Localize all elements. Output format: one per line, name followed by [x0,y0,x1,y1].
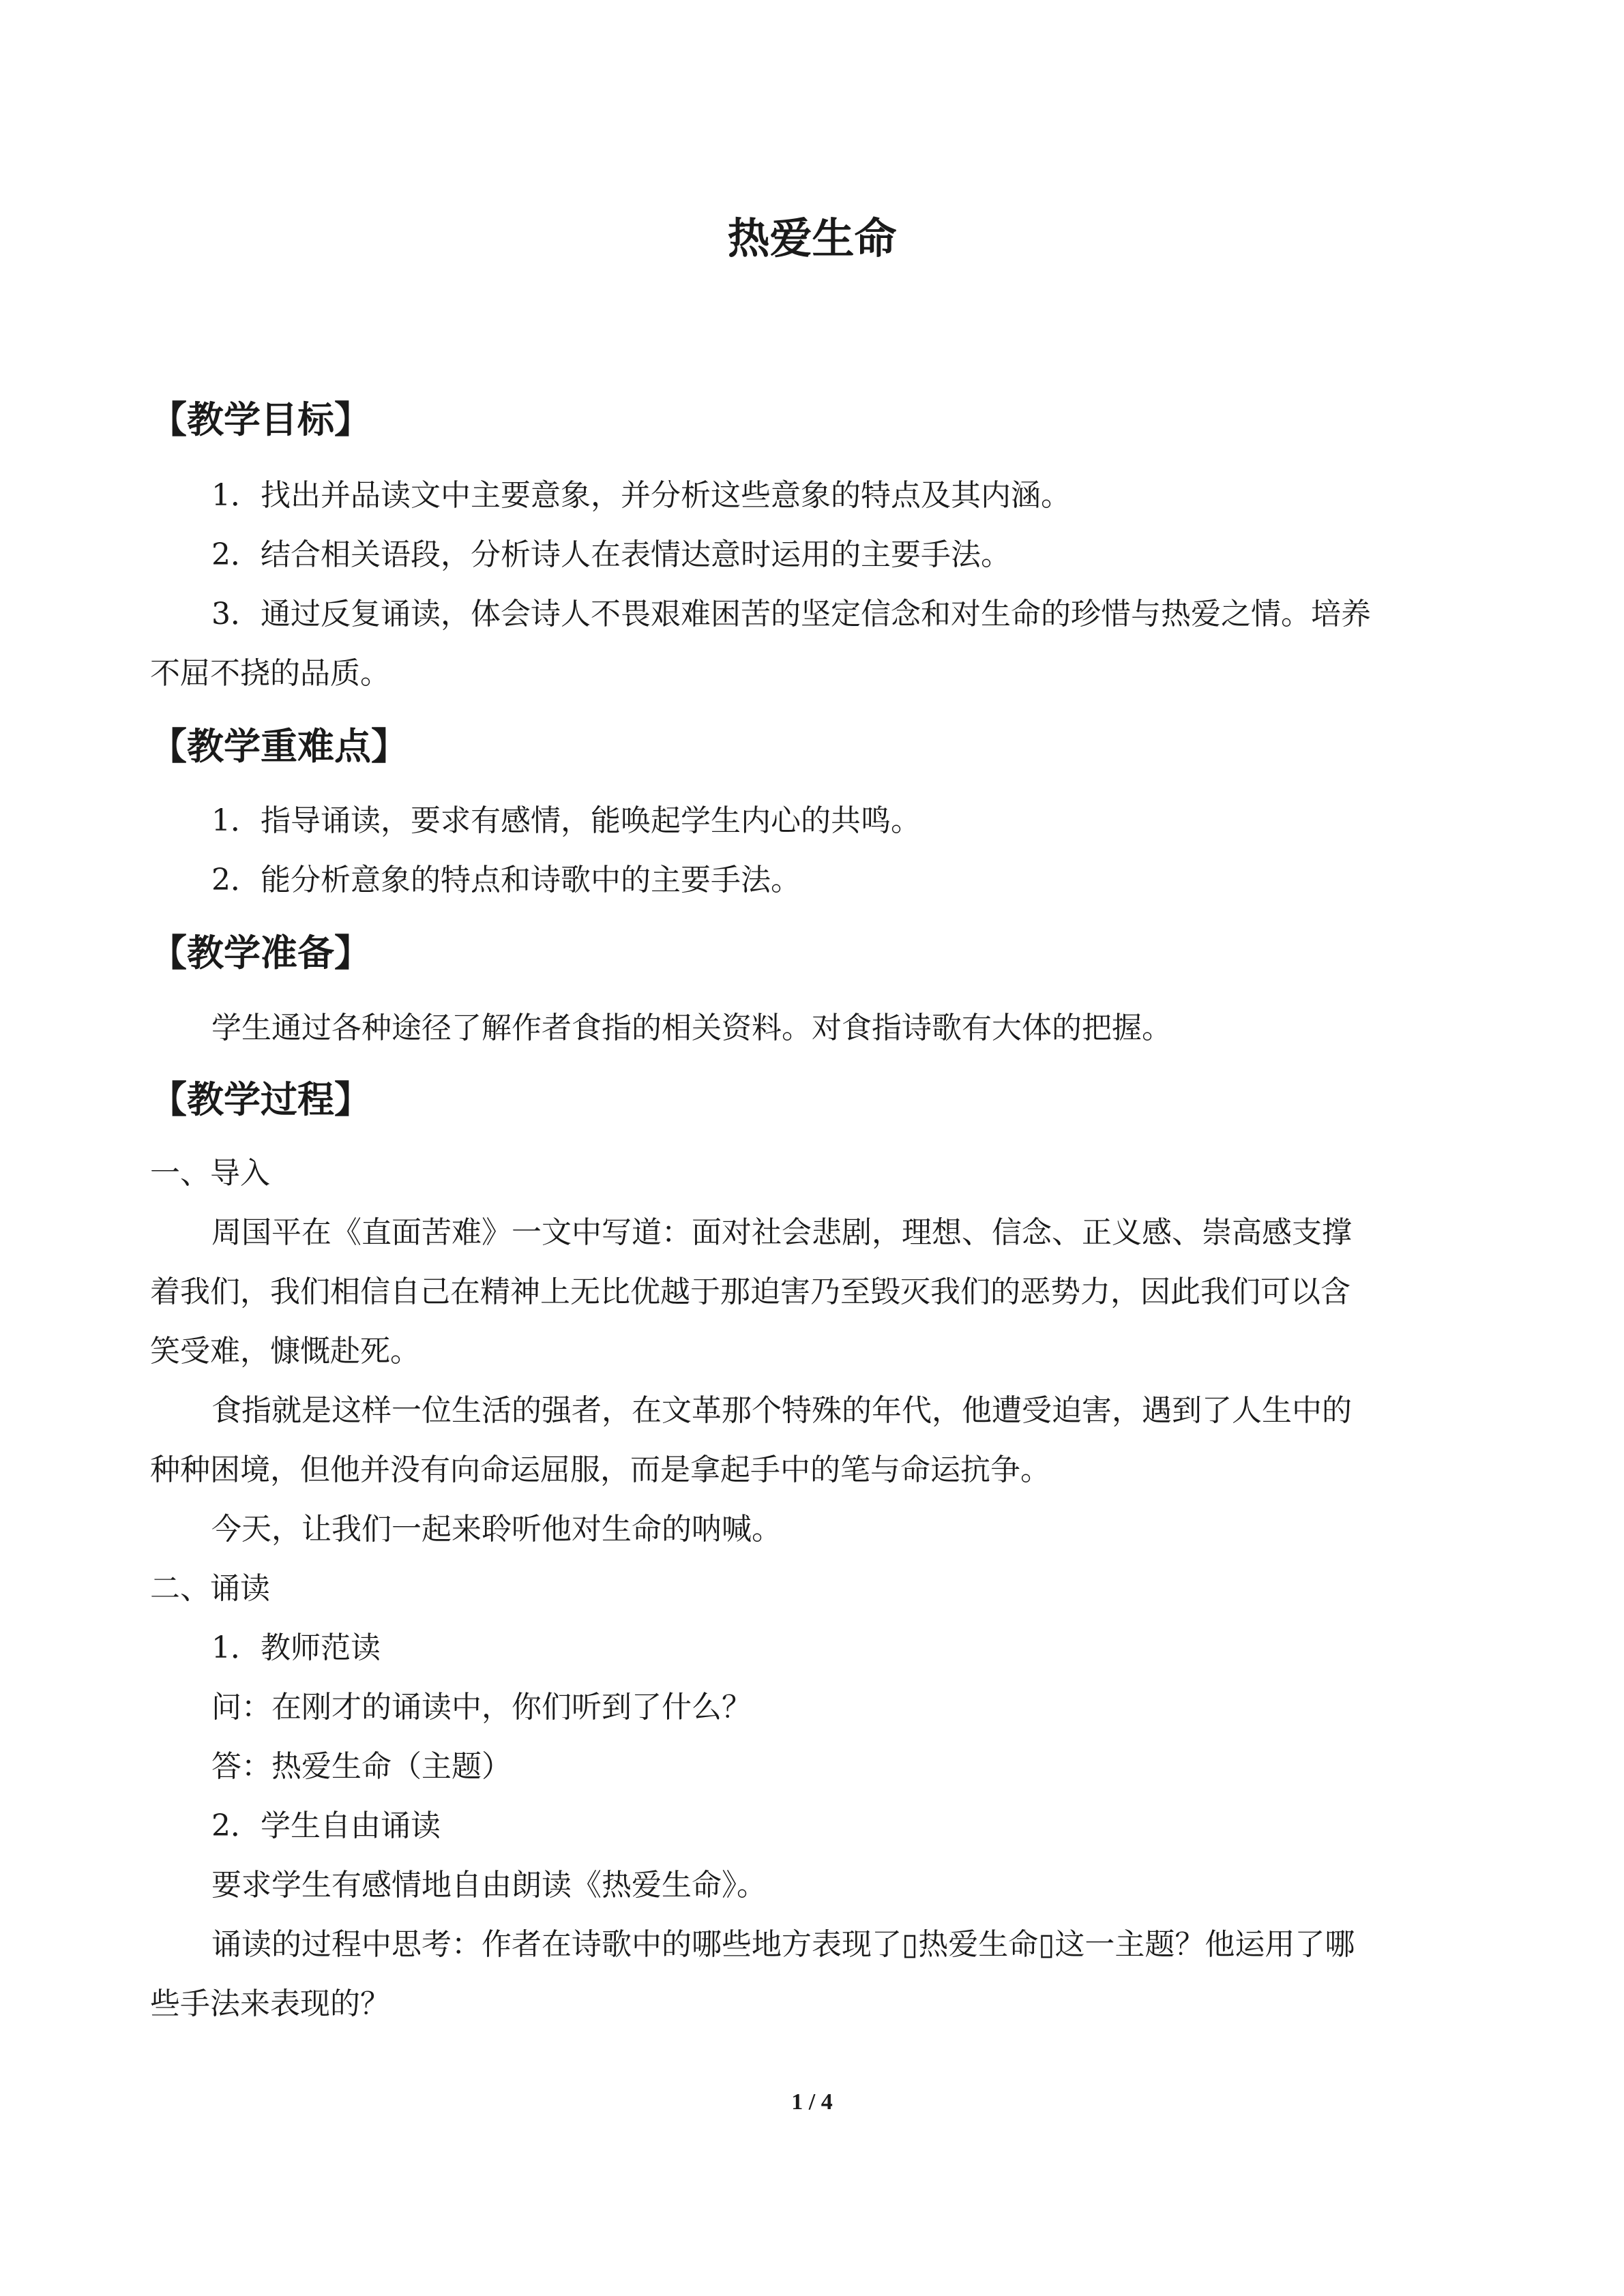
prep-line-1: 学生通过各种途径了解作者食指的相关资料。对食指诗歌有大体的把握。 [211,1011,1172,1045]
process-line: 答：热爱生命（主题） [211,1749,512,1784]
process-subheading-intro: 一、导入 [150,1156,270,1191]
goal-line-2: 2．结合相关语段，分析诗人在表情达意时运用的主要手法。 [211,537,1011,572]
goal-line-3-cont: 不屈不挠的品质。 [150,656,390,691]
process-line: 要求学生有感情地自由朗读《热爱生命》。 [211,1868,767,1903]
goal-line-3: 3．通过反复诵读，体会诗人不畏艰难困苦的坚定信念和对生命的珍惜与热爱之情。培养 [211,597,1371,631]
document-title: 热爱生命 [727,213,897,263]
process-line: 种种困境，但他并没有向命运屈服，而是拿起手中的笔与命运抗争。 [150,1452,1050,1487]
section-heading-keypoints: 【教学重难点】 [150,725,408,768]
page-number: 1 / 4 [791,2089,833,2115]
process-line: 周国平在《直面苦难》一文中写道：面对社会悲剧，理想、信念、正义感、崇高感支撑 [211,1215,1352,1250]
process-line: 1．教师范读 [211,1630,381,1665]
process-line: 些手法来表现的？ [150,1986,390,2021]
process-line: 问：在刚才的诵读中，你们听到了什么？ [211,1690,752,1725]
process-line: 诵读的过程中思考：作者在诗歌中的哪些地方表现了▯热爱生命▯这一主题？他运用了哪 [211,1927,1355,1962]
process-line: 2．学生自由诵读 [211,1808,441,1843]
section-heading-prep: 【教学准备】 [150,931,371,974]
goal-line-1: 1．找出并品读文中主要意象，并分析这些意象的特点及其内涵。 [211,478,1071,513]
process-line: 今天，让我们一起来聆听他对生命的呐喊。 [211,1512,782,1547]
process-line: 笑受难，慷慨赴死。 [150,1334,420,1369]
process-line: 食指就是这样一位生活的强者，在文革那个特殊的年代，他遭受迫害，遇到了人生中的 [211,1393,1352,1428]
section-heading-process: 【教学过程】 [150,1078,371,1121]
process-subheading-reading: 二、诵读 [150,1571,270,1606]
section-heading-goals: 【教学目标】 [150,398,371,441]
process-line: 着我们，我们相信自己在精神上无比优越于那迫害乃至毁灭我们的恶势力，因此我们可以含 [150,1274,1350,1309]
keypoint-line-2: 2．能分析意象的特点和诗歌中的主要手法。 [211,863,801,897]
keypoint-line-1: 1．指导诵读，要求有感情，能唤起学生内心的共鸣。 [211,803,921,838]
